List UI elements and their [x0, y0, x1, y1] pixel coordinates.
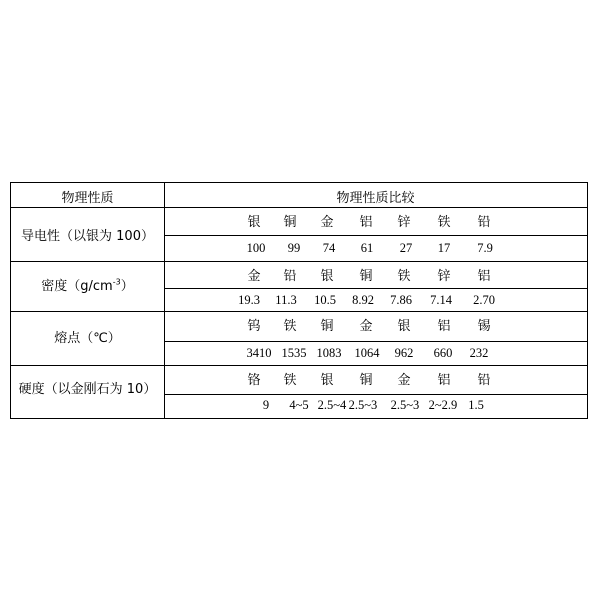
value-cell: 2.5~3: [348, 398, 378, 412]
header-property: 物理性质: [61, 191, 114, 206]
value-cell: 8.92: [352, 293, 374, 307]
value-cell: 19.3: [238, 293, 260, 307]
value-cell: 7.9: [477, 241, 493, 255]
row-subdivider: [164, 235, 587, 236]
value-cell: 1.5: [468, 398, 484, 412]
value-cell: 2~2.9: [428, 398, 458, 412]
metal-cell: 金: [247, 269, 261, 284]
row-subdivider: [164, 341, 587, 342]
header-divider: [11, 207, 587, 208]
header-comparison: 物理性质比较: [336, 191, 415, 206]
metal-cell: 铁: [397, 269, 411, 284]
value-cell: 2.5~3: [390, 398, 420, 412]
row-divider: [11, 311, 587, 312]
value-cell: 2.70: [473, 293, 495, 307]
metal-cell: 银: [320, 373, 334, 388]
row-subdivider: [164, 288, 587, 289]
metal-cell: 铝: [437, 319, 451, 334]
value-cell: 17: [437, 241, 451, 255]
metal-cell: 铝: [359, 215, 373, 230]
value-cell: 61: [360, 241, 374, 255]
metal-cell: 金: [359, 319, 373, 334]
metal-cell: 铅: [477, 215, 491, 230]
metal-cell: 锡: [477, 319, 491, 334]
metal-cell: 银: [247, 215, 261, 230]
value-cell: 1064: [354, 346, 380, 360]
value-cell: 3410: [246, 346, 272, 360]
value-cell: 99: [287, 241, 301, 255]
value-cell: 660: [433, 346, 453, 360]
metal-cell: 铜: [359, 373, 373, 388]
value-cell: 74: [322, 241, 336, 255]
metal-cell: 铁: [283, 373, 297, 388]
metal-cell: 铝: [437, 373, 451, 388]
metal-cell: 金: [397, 373, 411, 388]
metal-cell: 铅: [283, 269, 297, 284]
row-subdivider: [164, 394, 587, 395]
metal-cell: 锌: [397, 215, 411, 230]
metal-cell: 铬: [247, 373, 261, 388]
value-cell: 27: [399, 241, 413, 255]
metal-cell: 锌: [437, 269, 451, 284]
value-cell: 10.5: [314, 293, 336, 307]
value-cell: 9: [262, 398, 270, 412]
value-cell: 4~5: [289, 398, 309, 412]
value-cell: 962: [394, 346, 414, 360]
property-conductivity: 导电性（以银为 100）: [21, 229, 154, 244]
metal-cell: 银: [397, 319, 411, 334]
physical-properties-table: [10, 182, 588, 419]
row-divider: [11, 261, 587, 262]
metal-cell: 铁: [283, 319, 297, 334]
value-cell: 2.5~4: [317, 398, 347, 412]
property-melting-point: 熔点（℃）: [54, 331, 121, 346]
metal-cell: 铜: [283, 215, 297, 230]
value-cell: 1083: [316, 346, 342, 360]
metal-cell: 铝: [477, 269, 491, 284]
property-density: 密度$(g/cm^{-3})$: [41, 277, 134, 294]
value-cell: 1535: [281, 346, 307, 360]
metal-cell: 金: [320, 215, 334, 230]
metal-cell: 铜: [359, 269, 373, 284]
metal-cell: 钨: [247, 319, 261, 334]
value-cell: 11.3: [275, 293, 297, 307]
value-cell: 100: [246, 241, 266, 255]
metal-cell: 铜: [320, 319, 334, 334]
metal-cell: 银: [320, 269, 334, 284]
row-divider: [11, 365, 587, 366]
metal-cell: 铅: [477, 373, 491, 388]
property-hardness: 硬度（以金刚石为 10）: [18, 382, 157, 397]
metal-cell: 铁: [437, 215, 451, 230]
value-cell: 7.86: [390, 293, 412, 307]
value-cell: 7.14: [430, 293, 452, 307]
value-cell: 232: [469, 346, 489, 360]
column-divider: [164, 183, 165, 418]
